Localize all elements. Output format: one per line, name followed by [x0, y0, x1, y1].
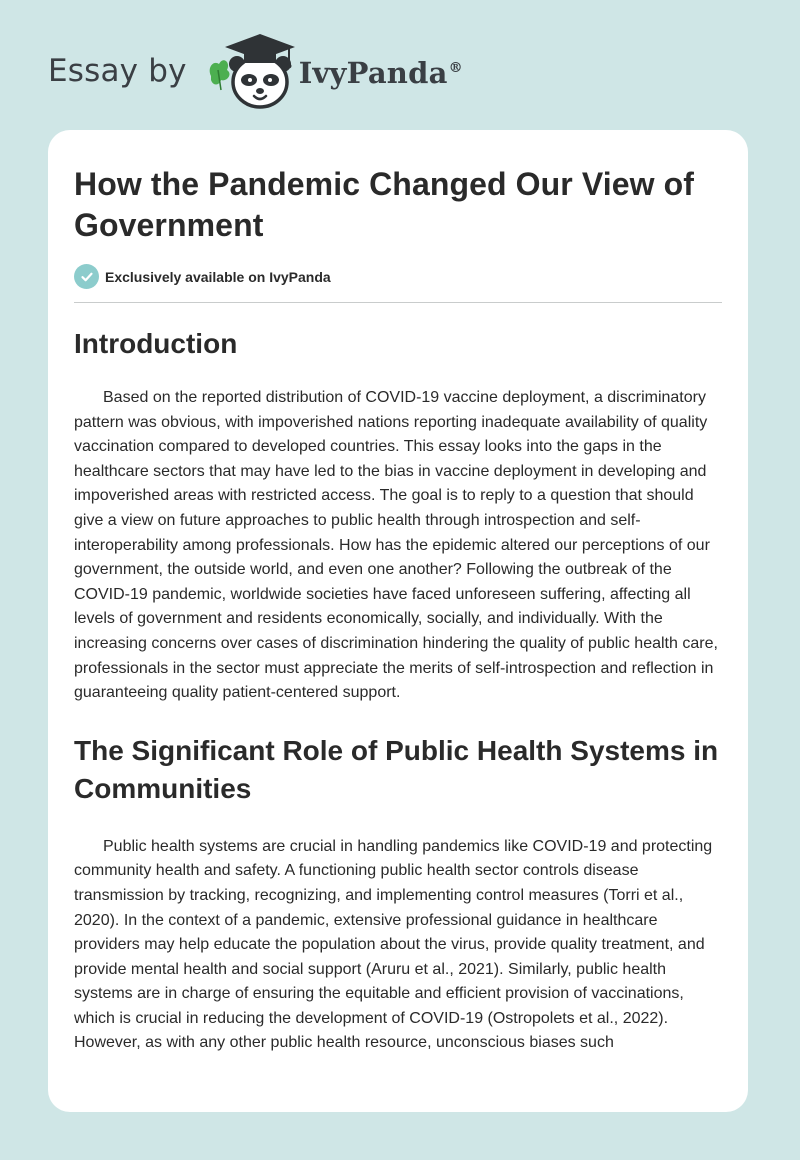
brand-name: IvyPanda® — [298, 56, 463, 90]
section-body-public-health-role: Public health systems are crucial in handling pandemics like COVID-19 and protecting community health and safety. A functioning public health sector controls disease transmission by tracking, recognizing, and implementing control measures (Torri et al., 2020). In the context of a pandemic, extensive professional guidance in healthcare providers may help educate the population about the virus, provide quality treatment, and provide mental health and social support (Aruru et al., 2021). Similarly, public health systems are in charge of ensuring the equitable and efficient provision of vaccinations, which is crucial in reducing the development of COVID-19 (Ostropolets et al., 2022). However, as with any other public health resource, unconscious biases such — [74, 837, 713, 1052]
site-brand[interactable] — [48, 30, 463, 112]
brand-prefix: Essay by — [48, 53, 187, 89]
section-heading-introduction: Introduction — [74, 328, 238, 359]
exclusive-label: Exclusively available on IvyPanda — [105, 268, 331, 285]
essay-card — [48, 130, 748, 1112]
essay-title: How the Pandemic Changed Our View of Government — [74, 166, 694, 243]
section-heading-public-health-role: The Significant Role of Public Health Systems in Communities — [74, 734, 719, 804]
exclusive-notice — [74, 264, 722, 303]
check-icon — [74, 264, 99, 289]
panda-graduate-icon — [205, 30, 297, 112]
registered-mark: ® — [448, 60, 463, 77]
section-body-introduction: Based on the reported distribution of COVID-19 vaccine deployment, a discriminatory pattern was obvious, with impoverished nations reporting inadequate availability of quality vaccination compared to developed countries. This essay looks into the gaps in the healthcare sectors that may have led to the bias in vaccine deployment in developing and impoverished areas with restricted access. The goal is to reply to a question that should give a view on future approaches to public health through introspection and self-interoperability among professionals. How has the epidemic altered our perceptions of our government, the outside world, and even one another? Following the outbreak of the COVID-19 pandemic, worldwide societies have faced unforeseen suffering, affecting all levels of government and residents economically, socially, and individually. With the increasing concerns over cases of discrimination hindering the quality of public health care, professionals in the sector must appreciate the merits of self-introspection and reflection in guaranteeing quality patient-centered support. — [74, 389, 718, 702]
